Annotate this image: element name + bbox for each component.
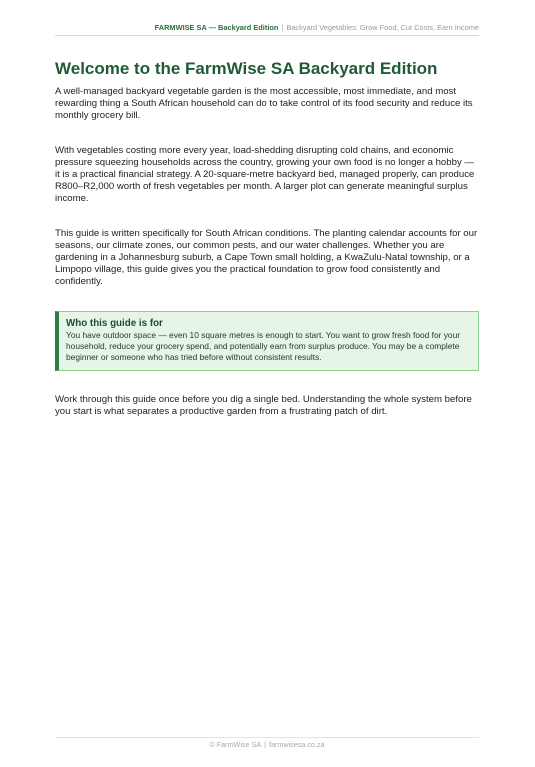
intro-paragraph: A well-managed backyard vegetable garden is the most accessible, most immediate, and most rewarding thing a South African household can do to take control of its food security and reduce its monthly grocery bill. <box>55 86 473 121</box>
conditions-paragraph: This guide is written specifically for South African conditions. The planting calendar accounts for our seasons, our climate zones, our common pests, and our water challenges. Whether you are gardening in a Johannesburg suburb, a Cape Town small holding, a KwaZulu-Natal township, or a Limpopo village, this guide gives you the practical foundation to grow food consistently and confidently. <box>55 228 478 287</box>
header-brand: FARMWISE SA — Backyard Edition <box>154 23 279 32</box>
who-guide-callout <box>55 311 479 371</box>
cost-paragraph: With vegetables costing more every year, load-shedding disrupting cold chains, and economic pressure squeezing households across the country, growing your own food is no longer a hobby — it is a practical financial strategy. A 20-square-metre backyard bed, managed properly, can produce R800–R2,000 worth of fresh vegetables per month. A larger plot can generate meaningful surplus income. <box>55 145 475 204</box>
callout-title: Who this guide is for <box>66 318 163 329</box>
header-subtitle: Backyard Vegetables: Grow Food, Cut Costs, Earn Income <box>286 23 479 32</box>
page-title: Welcome to the FarmWise SA Backyard Edition <box>55 59 438 78</box>
page-footer <box>55 737 479 749</box>
main-content <box>55 59 479 418</box>
header-separator: | <box>281 23 284 32</box>
footer-website: farmwisesa.co.za <box>268 740 325 749</box>
callout-body: You have outdoor space — even 10 square metres is enough to start. You want to grow fresh food for your household, reduce your grocery spend, and potentially earn from surplus produce. You may be a complete beginner or someone who has tried before without consistent results. <box>66 330 461 362</box>
footer-copyright: © FarmWise SA <box>209 740 262 749</box>
footer-separator: | <box>264 740 266 749</box>
closing-paragraph: Work through this guide once before you dig a single bed. Understanding the whole system before you start is what separates a productive garden from a frustrating patch of dirt. <box>55 394 472 417</box>
page-header <box>55 23 479 36</box>
